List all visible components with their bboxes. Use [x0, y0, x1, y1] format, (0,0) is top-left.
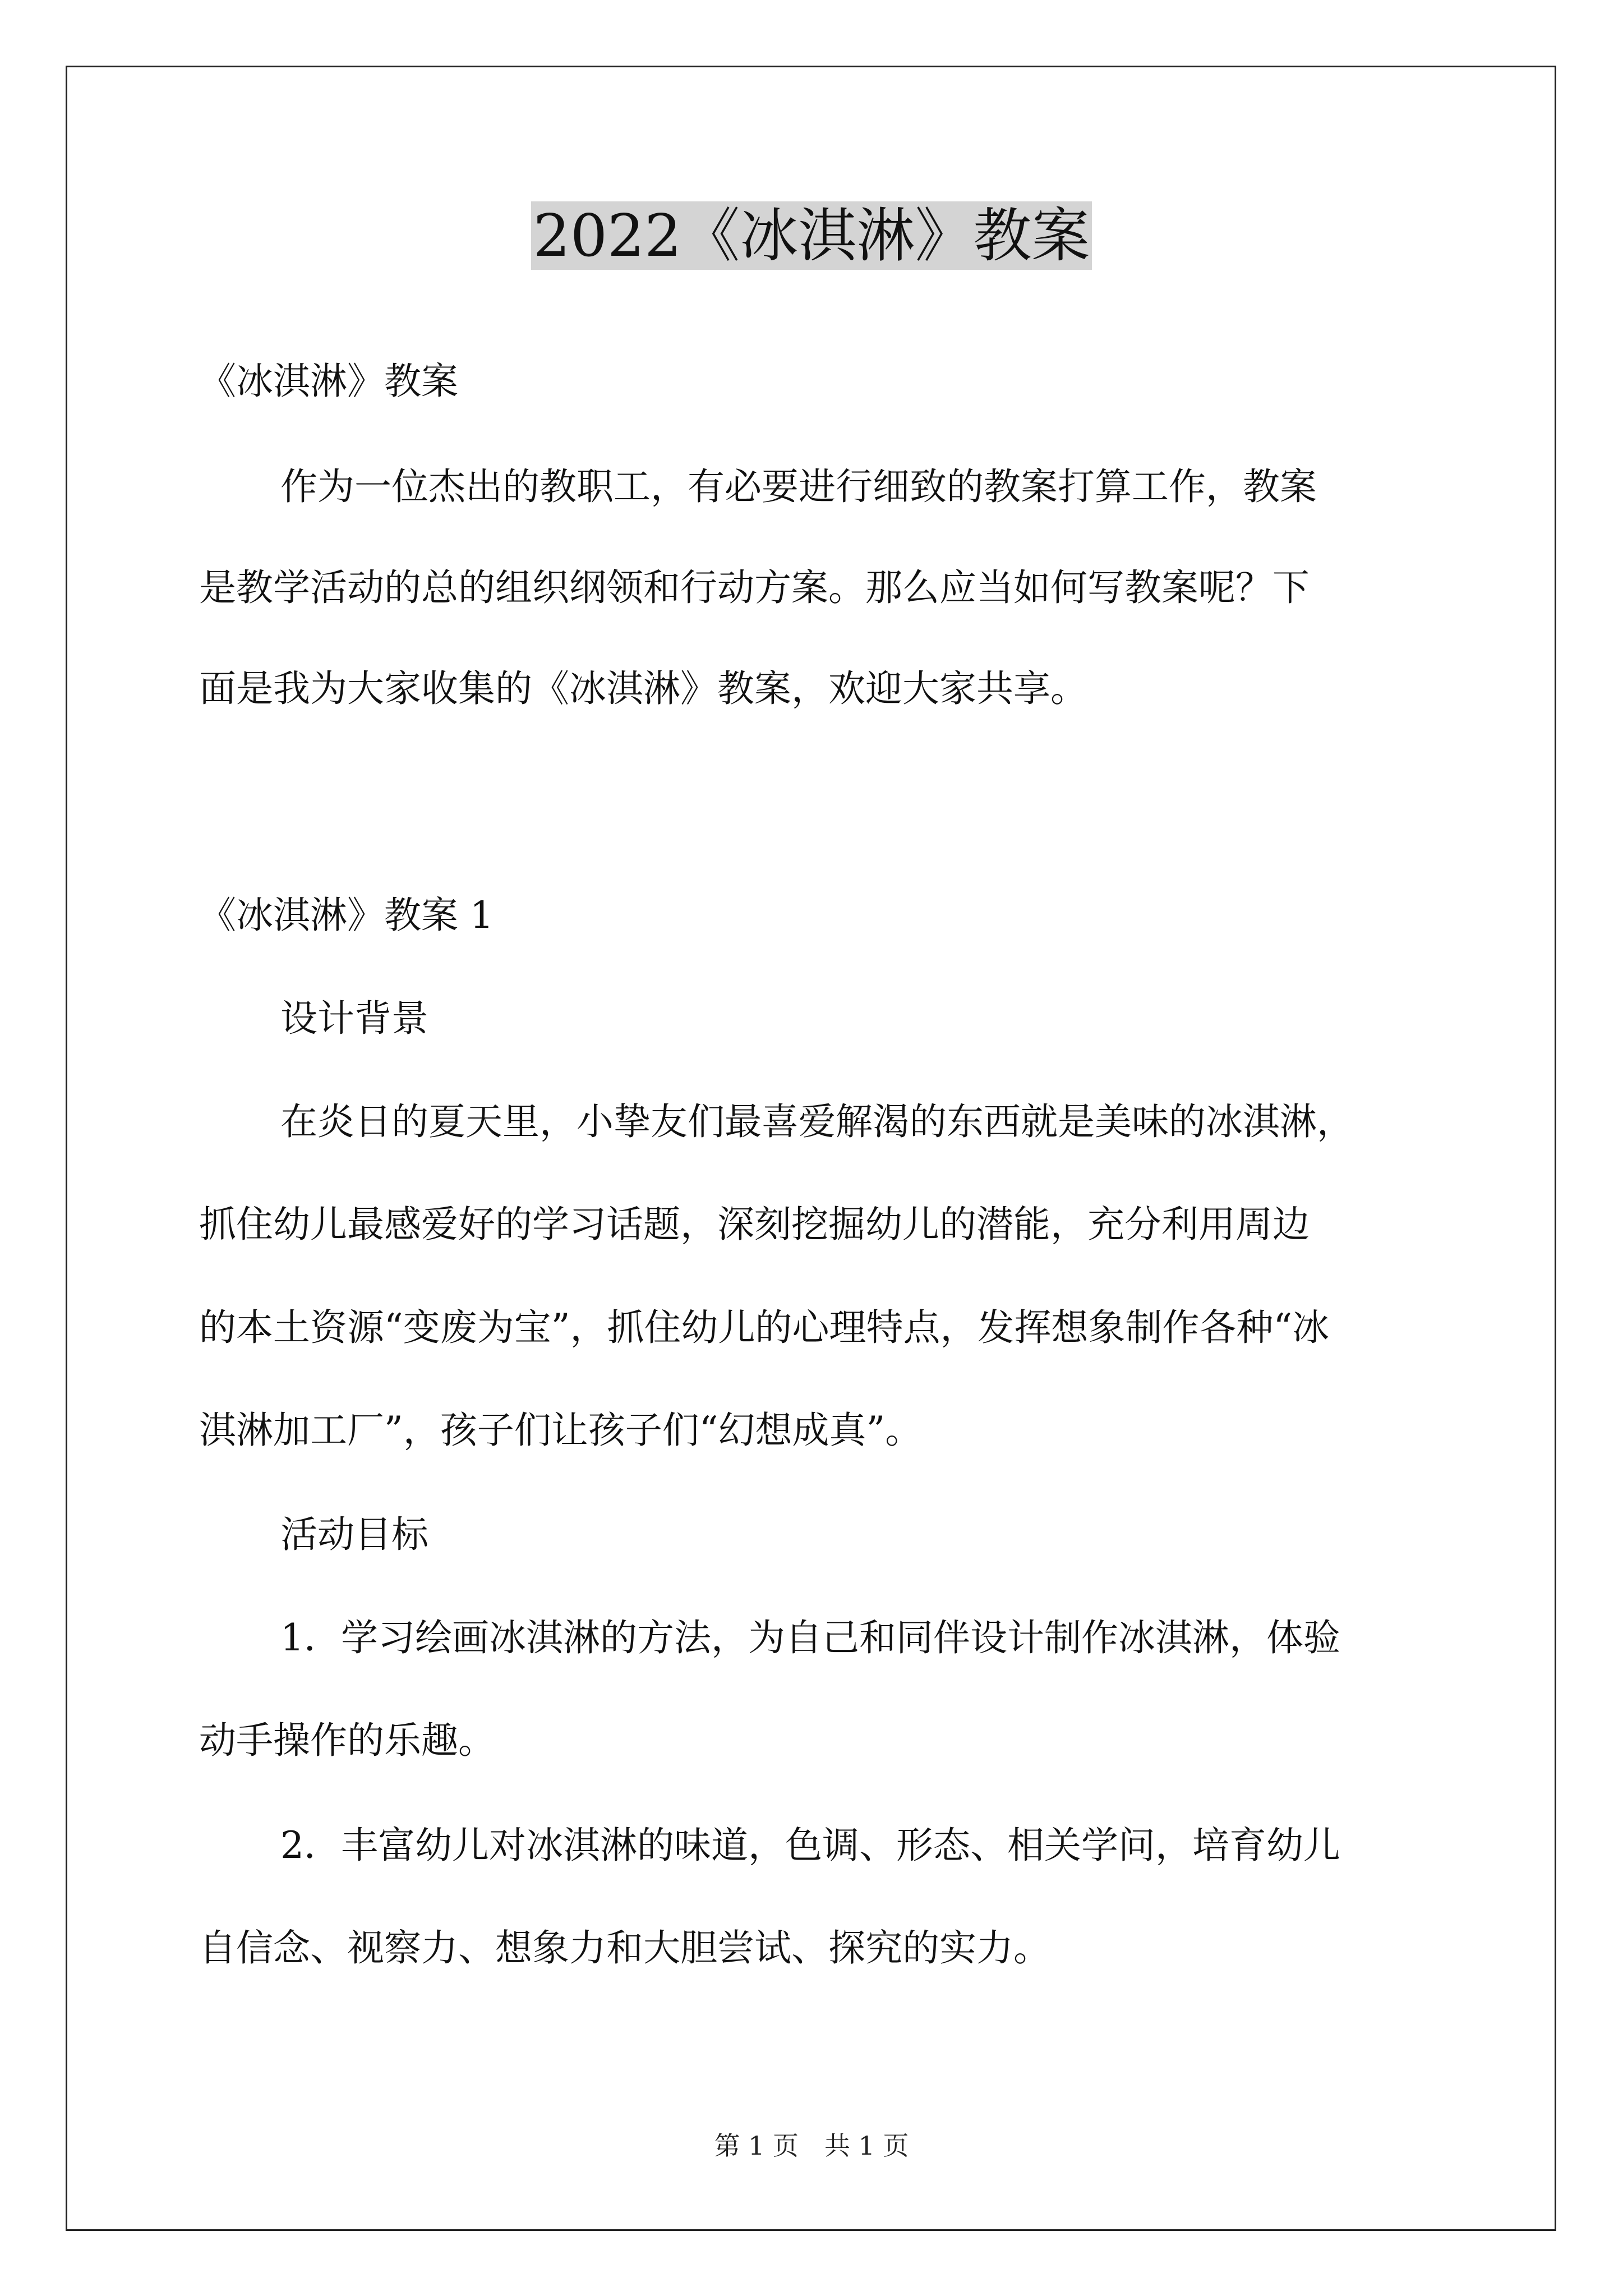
- doc-subtitle: 《冰淇淋》教案: [199, 360, 458, 403]
- paragraph-line: 作为一位杰出的教职工，有必要进行细致的教案打算工作，教案: [280, 465, 1317, 508]
- list-item-line: 1．学习绘画冰淇淋的方法，为自己和同伴设计制作冰淇淋，体验: [280, 1616, 1340, 1659]
- page-footer: 第 1 页 共 1 页: [714, 2131, 909, 2161]
- paragraph-line: 抓住幼儿最感爱好的学习话题，深刻挖掘幼儿的潜能，充分利用周边: [199, 1203, 1310, 1246]
- paragraph-line: 面是我为大家收集的《冰淇淋》教案，欢迎大家共享。: [199, 667, 1087, 710]
- section-heading: 《冰淇淋》教案 1: [199, 894, 494, 937]
- list-item-line: 2．丰富幼儿对冰淇淋的味道，色调、形态、相关学问，培育幼儿: [280, 1824, 1340, 1867]
- paragraph-line: 淇淋加工厂”，孩子们让孩子们“幻想成真”。: [199, 1409, 923, 1452]
- list-item-line: 自信念、视察力、想象力和大胆尝试、探究的实力。: [199, 1926, 1050, 1970]
- subheading-activity-goals: 活动目标: [280, 1513, 428, 1556]
- document-title: [0, 194, 1623, 278]
- paragraph-line: 是教学活动的总的组织纲领和行动方案。那么应当如何写教案呢？下: [199, 566, 1310, 609]
- paragraph-line: 的本土资源“变废为宝”，抓住幼儿的心理特点，发挥想象制作各种“冰: [199, 1306, 1330, 1349]
- document-title-text: 2022《冰淇淋》教案: [531, 201, 1092, 270]
- subheading-design-background: 设计背景: [280, 997, 428, 1040]
- list-item-line: 动手操作的乐趣。: [199, 1719, 495, 1762]
- paragraph-line: 在炎日的夏天里，小挚友们最喜爱解渴的东西就是美味的冰淇淋，: [280, 1100, 1354, 1143]
